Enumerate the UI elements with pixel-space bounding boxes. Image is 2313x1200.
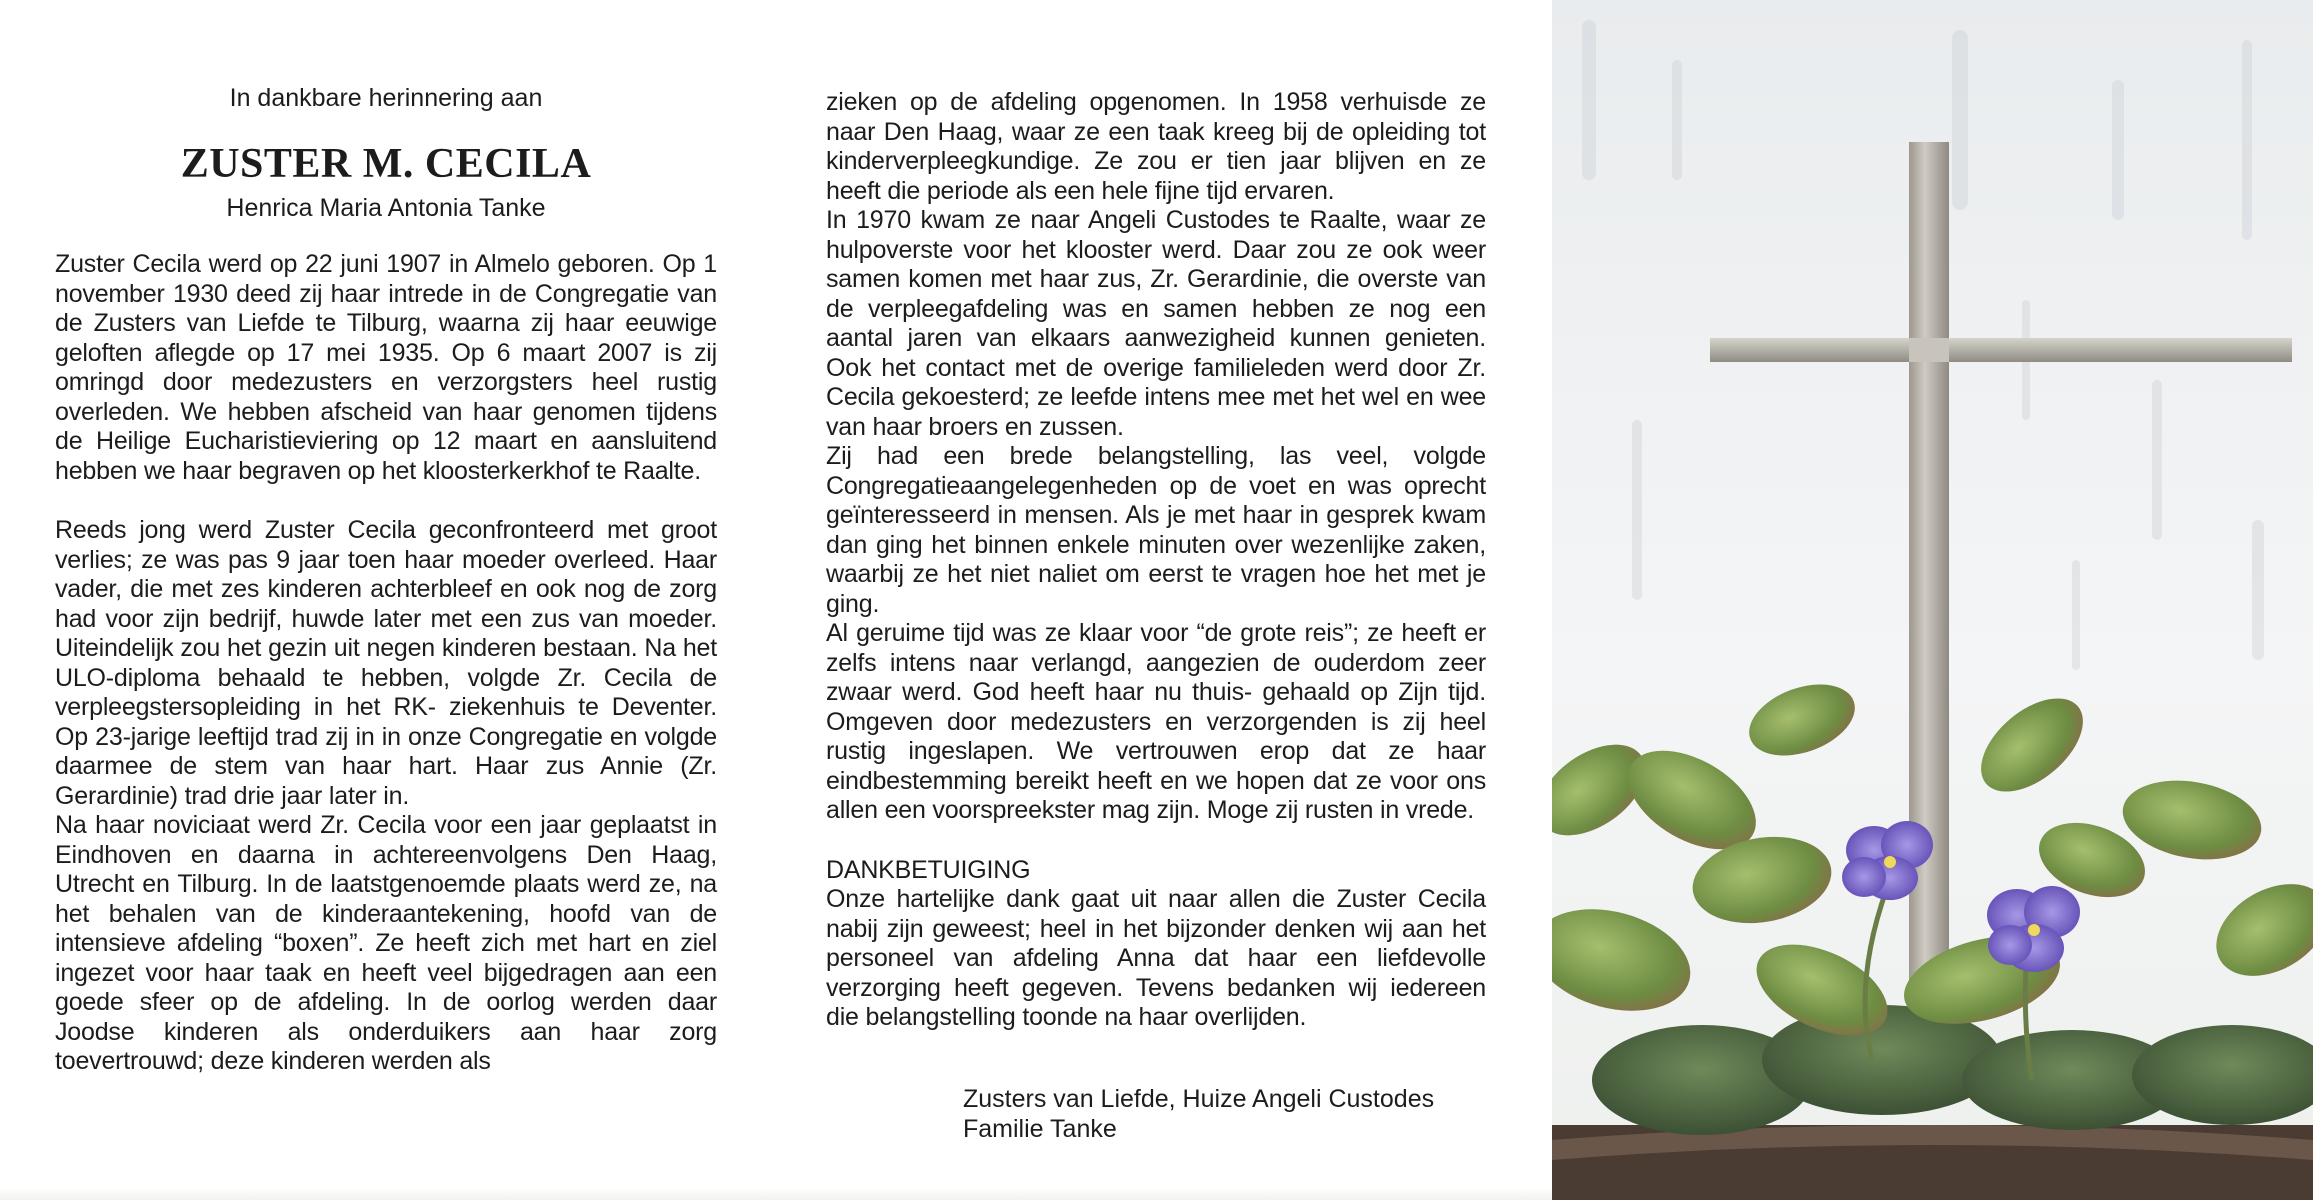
biography-paragraph: Zuster Cecila werd op 22 juni 1907 in Almelo geboren. Op 1 november 1930 deed zij haar intrede in de Congregatie van de Zusters van Liefde te Tilburg, waarna zij haar eeuwige geloften aflegde op 17 mei 1935. Op 6 maart 2007 is zij omringd door medezusters en verzorgsters heel rustig overleden. We hebben afscheid van haar genomen tijdens de Heilige Eucharistieviering op 12 maart en aansluitend hebben we haar begraven op het kloosterkerkhof te Raalte. [55, 250, 717, 485]
thanks-paragraph: Onze hartelijke dank gaat uit naar allen die Zuster Cecila nabij zijn geweest; heel in het bijzonder denken wij aan het personeel van afdeling Anna dat haar een liefdevolle verzorging heeft gegeven. Tevens bedanken wij iedereen die belangstelling toonde na haar overlijden. [826, 885, 1486, 1031]
deceased-name: ZUSTER M. CECILA [180, 141, 592, 187]
thanks-heading: DANKBETUIGING [826, 855, 1031, 884]
deceased-full-name: Henrica Maria Antonia Tanke [226, 194, 546, 222]
signature-block [963, 1085, 1523, 1144]
left-text-column [55, 250, 717, 1077]
biography-paragraph: zieken op de afdeling opgenomen. In 1958 verhuisde ze naar Den Haag, waar ze een taak kreeg bij de opleiding tot kinderverpleegkundige. Ze zou er tien jaar blijven en ze heeft die periode als een hele fijne tijd ervaren. [826, 88, 1486, 205]
middle-text-column [826, 88, 1486, 1033]
biography-paragraph: Na haar noviciaat werd Zr. Cecila voor een jaar geplaatst in Eindhoven en daarna in achtereenvolgens Den Haag, Utrecht en Tilburg. In de laatstgenoemde plaats werd ze, na het behalen van de kinderaantekening, hoofd van de intensieve afdeling “boxen”. Ze heeft zich met hart en ziel ingezet voor haar taak en heeft veel bijgedragen aan een goede sfeer op de afdeling. In de oorlog werden daar Joodse kinderen als onderduikers aan haar zorg toevertrouwd; deze kinderen werden als [55, 811, 717, 1075]
signature-line: Zusters van Liefde, Huize Angeli Custodes [963, 1085, 1435, 1113]
biography-paragraph: Reeds jong werd Zuster Cecila geconfronteerd met groot verlies; ze was pas 9 jaar toen haar moeder overleed. Haar vader, die met zes kinderen achterbleef en ook nog de zorg had voor zijn bedrijf, huwde later met een zus van moeder. Uiteindelijk zou het gezin uit negen kinderen bestaan. Na het ULO-diploma behaald te hebben, volgde Zr. Cecila de verpleegstersopleiding in het RK- ziekenhuis te Deventer. Op 23-jarige leeftijd trad zij in in onze Congregatie en volgde daarmee de stem van haar hart. Haar zus Annie (Zr. Gerardinie) trad drie jaar later in. [55, 516, 717, 810]
biography-paragraph: Zij had een brede belangstelling, las veel, volgde Congregatieaangelegenheden op de voet en was oprecht geïnteresseerd in mensen. Als je met haar in gesprek kwam dan ging het binnen enkele minuten over wezenlijke zaken, waarbij ze het niet naliet om eerst te vragen hoe het met je ging. [826, 442, 1486, 618]
cross-and-violets-photo [1552, 0, 2313, 1200]
signature-line: Familie Tanke [963, 1114, 1117, 1143]
intro-line: In dankbare herinnering aan [229, 84, 543, 112]
biography-paragraph: In 1970 kwam ze naar Angeli Custodes te Raalte, waar ze hulpoverste voor het klooster werd. Daar zou ze ook weer samen komen met haar zus, Zr. Gerardinie, die overste van de verpleegafdeling was en samen hebben ze nog een aantal jaren van elkaars aanwezigheid kunnen genieten. Ook het contact met de overige familieleden werd door Zr. Cecila gekoesterd; ze leefde intens mee met het wel en wee van haar broers en zussen. [826, 206, 1486, 441]
card-bottom-edge [0, 1188, 1552, 1200]
biography-paragraph: Al geruime tijd was ze klaar voor “de grote reis”; ze heeft er zelfs intens naar verlangd, aangezien de ouderdom zeer zwaar werd. God heeft haar nu thuis- gehaald op Zijn tijd. Omgeven door medezusters en verzorgenden is zij heel rustig ingeslapen. We vertrouwen erop dat ze haar eindbestemming bereikt heeft en we hopen dat ze voor ons allen een voorspreekster mag zijn. Moge zij rusten in vrede. [826, 619, 1486, 824]
